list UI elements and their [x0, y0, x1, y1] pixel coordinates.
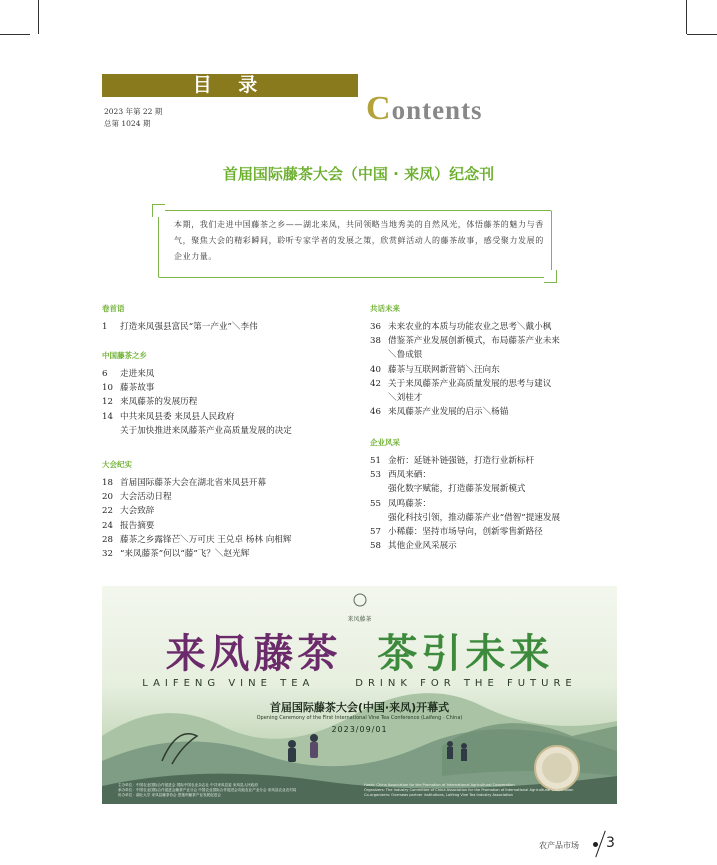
- toc-page-number: 1: [102, 322, 108, 332]
- toc-entry-title: 未来农业的本质与功能农业之思考＼戴小枫: [388, 322, 552, 332]
- toc-page-number: 32: [102, 549, 113, 559]
- toc-entry-title: 报告摘要: [120, 520, 155, 531]
- toc-page-number: 40: [370, 364, 381, 375]
- banner-slogan: [102, 622, 617, 679]
- toc-page-number: 18: [102, 478, 113, 488]
- toc-entry-title: 借鉴茶产业发展创新模式，布局藤茶产业未来: [388, 336, 560, 347]
- toc-entry[interactable]: [370, 483, 526, 495]
- crop-mark: [0, 34, 30, 35]
- toc-page-number: 22: [102, 506, 113, 517]
- toc-entry-title: 关于加快推进来凤藤茶产业高质量发展的决定: [120, 425, 292, 436]
- toc-page-number: 12: [102, 397, 113, 408]
- toc-entry[interactable]: [102, 425, 292, 437]
- footer-bullet: [593, 842, 598, 847]
- toc-entry[interactable]: [102, 396, 197, 408]
- toc-entry-title: 金桁：延链补链强链，打造行业新标杆: [388, 456, 535, 466]
- toc-entry[interactable]: [370, 392, 422, 404]
- issue-number: 2023 年第 22 期: [104, 107, 163, 116]
- conference-banner: [102, 586, 617, 804]
- toc-page-number: 38: [370, 336, 381, 347]
- toc-entry-title: 强化科技引领，推动藤茶产业“借智”提速发展: [388, 512, 561, 523]
- toc-page-number: 24: [102, 520, 113, 531]
- toc-entry[interactable]: [370, 321, 551, 333]
- crop-mark: [687, 34, 717, 35]
- toc-entry-title: 西凤来硒：: [388, 470, 431, 481]
- contents-rest: ontents: [391, 95, 483, 125]
- toc-section-title: 企业风采: [370, 438, 400, 447]
- toc-entry-title: 藤茶故事: [120, 383, 155, 394]
- toc-page-number: 42: [370, 378, 381, 389]
- intro-corner-decoration: [152, 204, 165, 217]
- toc-entry-title: 藤茶之乡露锋芒＼万可庆 王兑卓 杨林 向相辉: [120, 534, 292, 545]
- toc-entry[interactable]: [370, 406, 508, 418]
- toc-entry[interactable]: [370, 335, 560, 347]
- banner-slogan-right: 茶引未来: [377, 630, 554, 677]
- banner-organizers-en: Hosts: China Association for the Promotion of International Agricultural Cooperation Organizers: The Industry Committee of China Association for the Promotion of International Agricultural Cooperation Co-organizers: Overseas partner institutions, Laifeng Vine Tea Industry Association: [364, 783, 574, 797]
- toc-page-number: 10: [102, 383, 113, 394]
- toc-entry-title: 来凤藤茶的发展历程: [120, 397, 198, 408]
- toc-entry[interactable]: [370, 378, 551, 390]
- toc-entry[interactable]: [370, 512, 560, 524]
- toc-entry[interactable]: [370, 498, 431, 510]
- toc-page-number: 53: [370, 470, 381, 481]
- banner-english-slogan: LAIFENG VINE TEA DRINK FOR THE FUTURE: [142, 678, 577, 689]
- toc-entry[interactable]: [370, 364, 500, 376]
- toc-page-number: 14: [102, 411, 113, 422]
- toc-entry[interactable]: [102, 548, 249, 560]
- toc-entry-title: 凤鸣藤茶：: [388, 498, 431, 509]
- toc-entry-title: 其他企业风采展示: [388, 541, 457, 552]
- banner-slogan-left: 来凤藤茶: [165, 630, 342, 677]
- contents-heading: [366, 90, 483, 128]
- toc-entry-title: ＼鲁成银: [388, 350, 423, 361]
- toc-entry[interactable]: [370, 349, 422, 361]
- intro-corner-decoration: [544, 270, 557, 283]
- toc-section-title: 大会纪实: [102, 460, 132, 469]
- toc-entry-title: 首届国际藤茶大会在湖北省来凤县开幕: [120, 478, 267, 488]
- toc-section-title: 卷首语: [102, 304, 125, 313]
- toc-page-number: 57: [370, 527, 381, 537]
- toc-entry-title: 走进来凤: [120, 369, 155, 379]
- contents-initial: C: [366, 90, 392, 127]
- toc-entry-title: 来凤藤茶产业发展的启示＼杨锚: [388, 407, 509, 418]
- banner-logo-text: 来凤藤茶: [347, 616, 372, 623]
- toc-entry[interactable]: [370, 540, 457, 552]
- toc-page-number: 46: [370, 407, 381, 418]
- toc-section-title: 中国藤茶之乡: [102, 351, 147, 360]
- crop-mark: [38, 0, 39, 34]
- toc-entry[interactable]: [102, 477, 266, 489]
- toc-entry-title: 小稀藤：坚持市场导向，创新零售新路径: [388, 527, 543, 537]
- toc-entry[interactable]: [370, 455, 534, 467]
- toc-entry[interactable]: [370, 469, 431, 481]
- toc-page-number: 58: [370, 541, 381, 552]
- toc-page-number: 20: [102, 492, 113, 503]
- toc-entry-title: ＼刘桂才: [388, 393, 423, 403]
- banner-date: 2023/09/01: [331, 725, 388, 734]
- toc-entry-title: 关于来凤藤茶产业高质量发展的思考与建议: [388, 378, 552, 389]
- toc-entry[interactable]: [102, 534, 291, 546]
- crop-mark: [686, 0, 687, 34]
- toc-entry-title: 打造来凤强县富民“第一产业”＼李伟: [120, 322, 258, 332]
- banner-subtitle: Opening Ceremony of the First International Vine Tea Conference (Laifeng · China): [256, 715, 463, 721]
- toc-entry[interactable]: [102, 505, 154, 517]
- publication-name: 农产品市场: [539, 841, 579, 850]
- toc-section-title: 共话未来: [370, 304, 400, 313]
- toc-page-number: 6: [102, 369, 108, 379]
- toc-entry-title: “来凤藤茶”何以“藤”飞？＼赵光辉: [120, 549, 250, 559]
- banner-title: 首届国际藤茶大会(中国·来凤)开幕式: [269, 701, 450, 714]
- toc-page-number: 36: [370, 322, 381, 332]
- toc-entry-title: 大会致辞: [120, 506, 155, 517]
- issue-theme-title: 首届国际藤茶大会（中国 · 来凤）纪念刊: [222, 165, 495, 183]
- toc-page-number: 55: [370, 498, 381, 509]
- banner-organizers-cn: 主办单位：中国农业国际合作促进会 国际中国农业杂志社 中共来凤县委 来凤县人民政府 承办单位：中国农业国际合作促进会藤茶产业分会 中国农业国际合作促进会功能农业产业分会 来凤县农业农村局 协办单位：湖北大学 来凤县藤茶协会 恩施州藤茶产业发展促进会: [118, 783, 297, 797]
- intro-text: 本期，我们走进中国藤茶之乡——湖北来凤，共同领略当地秀美的自然风光，体悟藤茶的魅力与香气，聚焦大会的精彩瞬间，聆听专家学者的发展之策，欣赏鲜活动人的藤茶故事，感受聚力发展的企业力量。: [174, 220, 544, 261]
- issue-total: 总第 1024 期: [104, 119, 151, 128]
- toc-entry[interactable]: [102, 491, 172, 503]
- toc-entry[interactable]: [102, 411, 234, 423]
- toc-page-number: 51: [370, 456, 381, 466]
- toc-entry-title: 强化数字赋能，打造藤茶发展新模式: [388, 484, 526, 495]
- toc-page-number: 28: [102, 534, 113, 545]
- toc-entry-title: 藤茶与互联网新营销＼汪向东: [388, 364, 500, 375]
- toc-entry[interactable]: [102, 382, 154, 394]
- mulu-title: 目 录: [192, 74, 268, 96]
- toc-entry[interactable]: [102, 321, 258, 333]
- toc-entry[interactable]: [370, 526, 543, 538]
- toc-entry[interactable]: [102, 520, 154, 532]
- toc-entry-title: 中共来凤县委 来凤县人民政府: [120, 411, 235, 422]
- toc-entry[interactable]: [102, 368, 154, 380]
- page-number: 3: [606, 835, 615, 851]
- mulu-title-bar: [102, 74, 358, 97]
- toc-entry-title: 大会活动日程: [120, 492, 172, 503]
